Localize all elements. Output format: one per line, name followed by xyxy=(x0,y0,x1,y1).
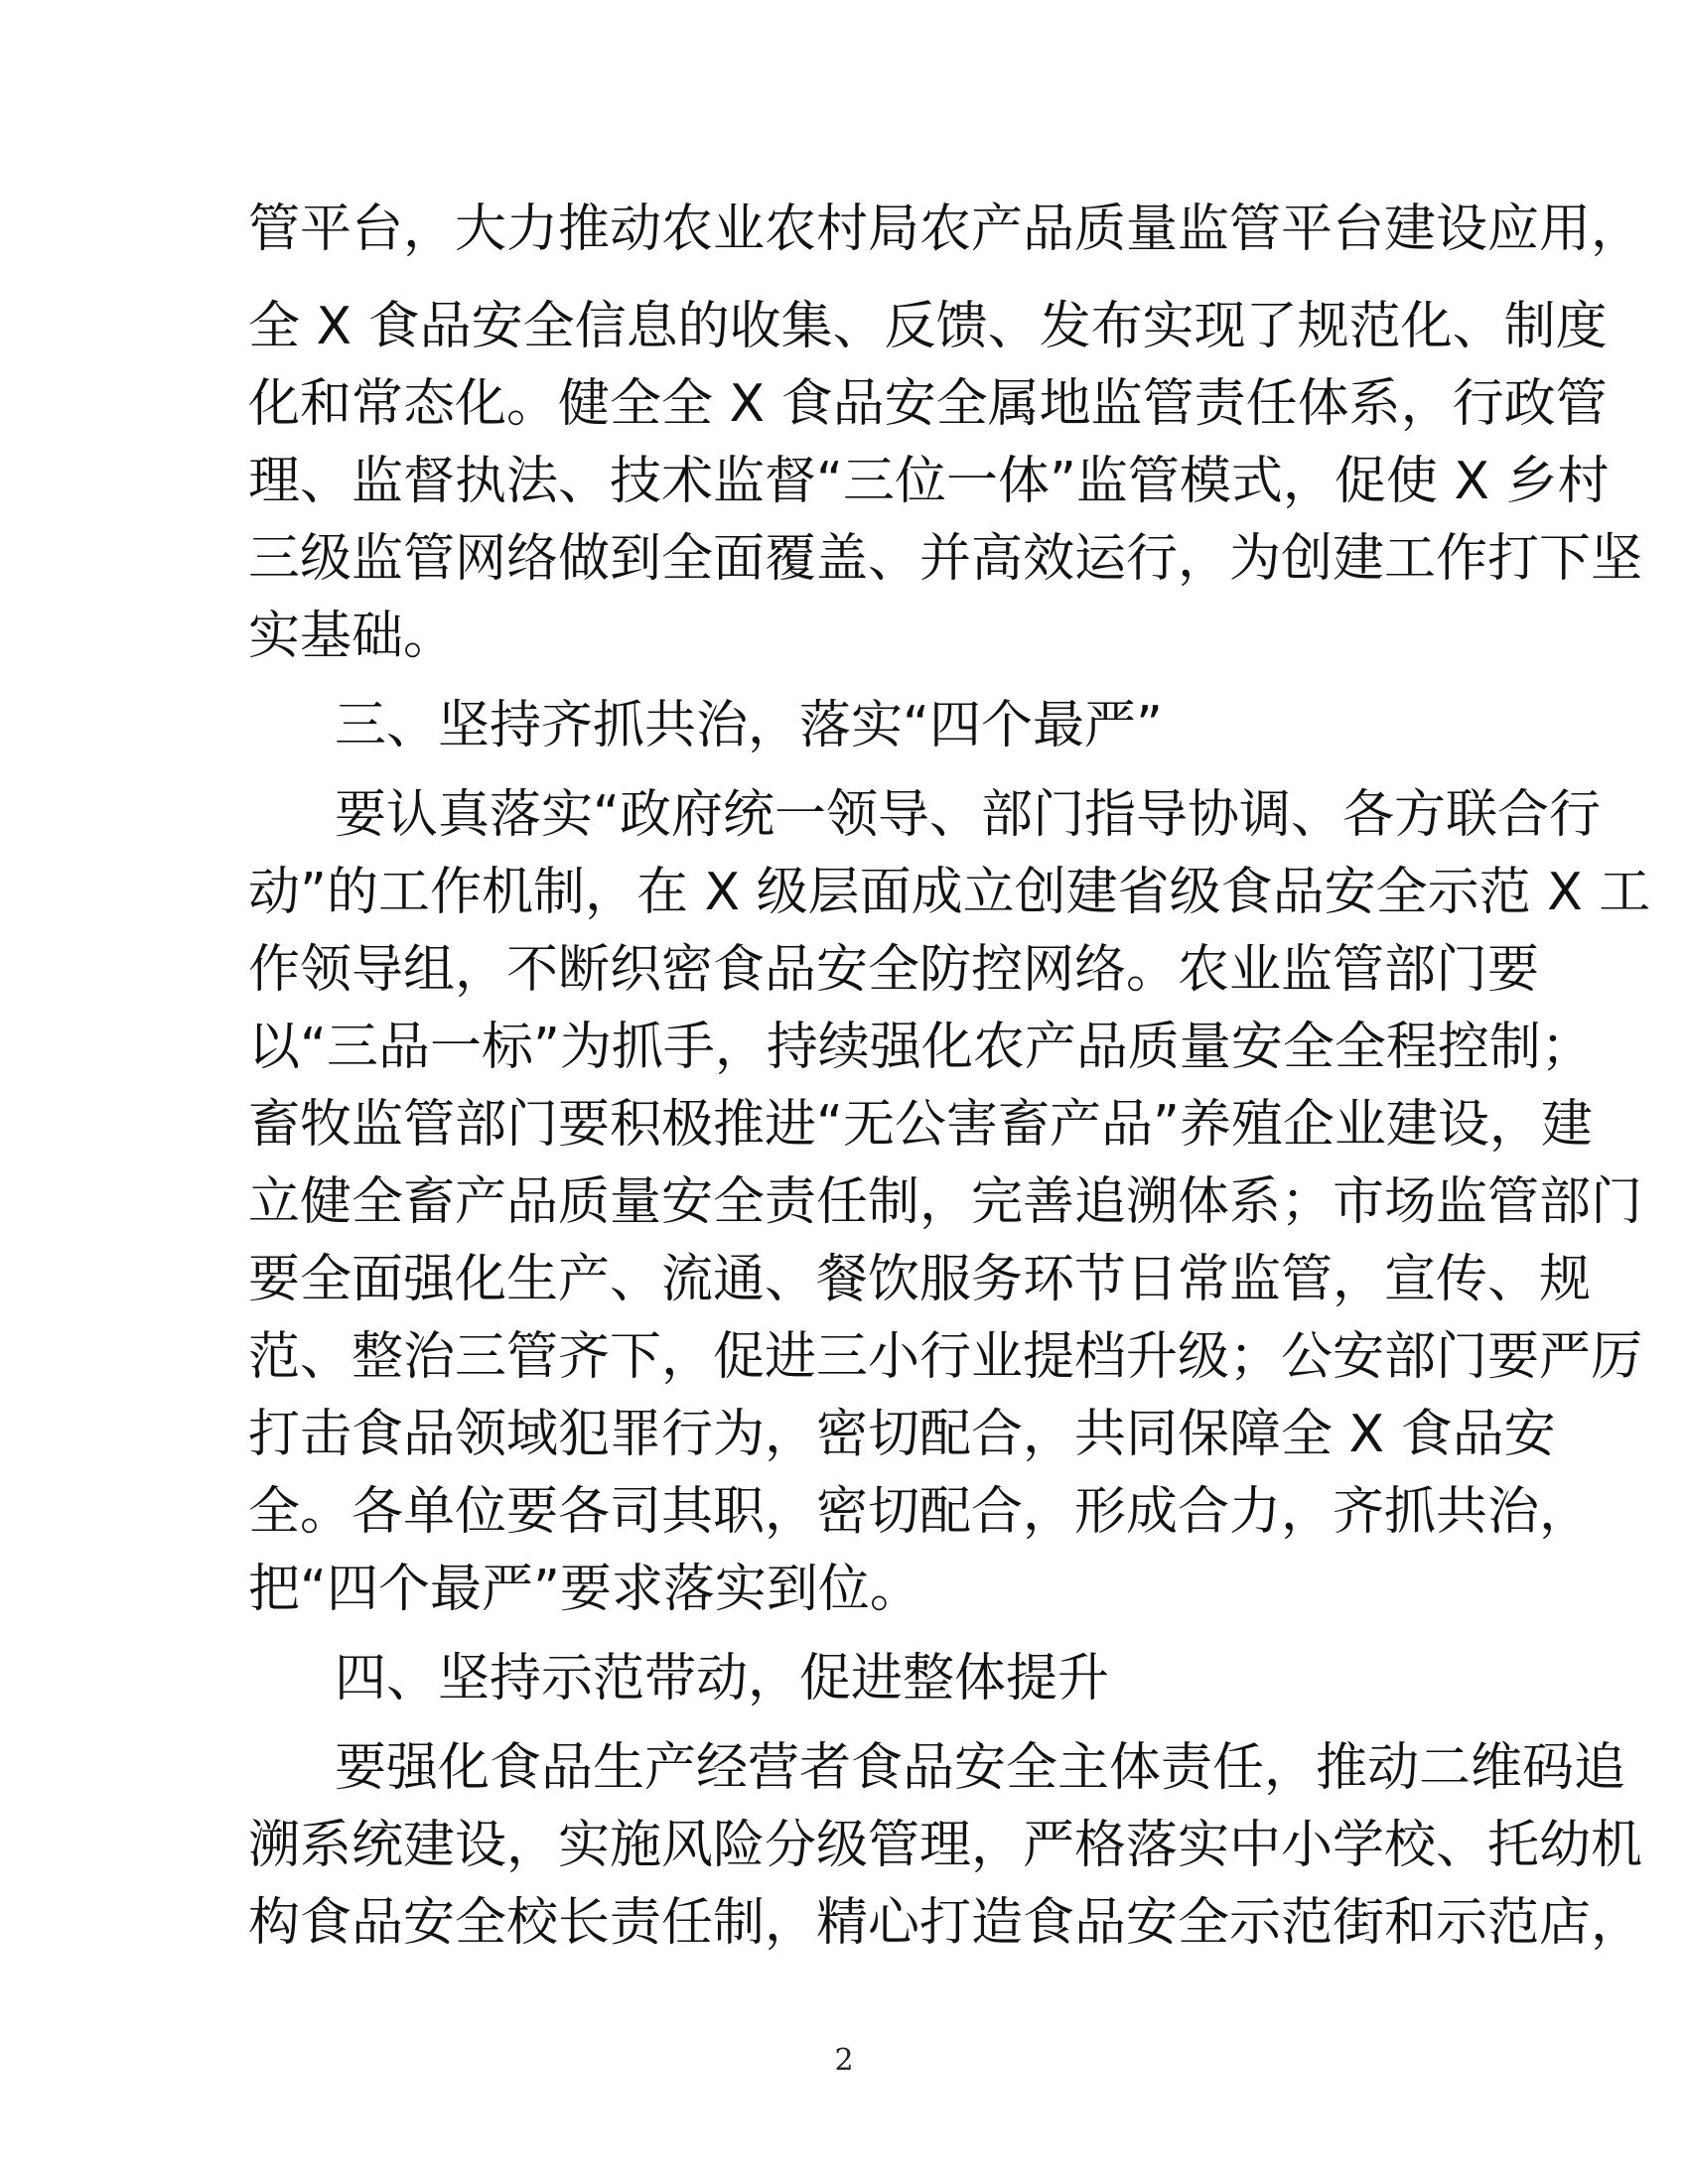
body-text-line: 全。各单位要各司其职，密切配合，形成合力，齐抓共治， xyxy=(248,1482,1592,1542)
body-text-line: 作领导组，不断织密食品安全防控网络。农业监管部门要 xyxy=(248,940,1540,1000)
body-text-line: 化和常态化。健全全 X 食品安全属地监管责任体系，行政管 xyxy=(248,374,1608,434)
body-text-line: 立健全畜产品质量安全责任制，完善追溯体系；市场监管部门 xyxy=(248,1172,1643,1232)
body-text-line: 理、监督执法、技术监督“三位一体”监管模式，促使 X 乡村 xyxy=(248,452,1610,511)
body-text-line: 要强化食品生产经营者食品安全主体责任，推动二维码追 xyxy=(335,1738,1626,1798)
body-text-line: 实基础。 xyxy=(248,607,456,666)
body-text-line: 以“三品一标”为抓手，持续强化农产品质量安全全程控制； xyxy=(248,1018,1593,1077)
body-text-line: 要全面强化生产、流通、餐饮服务环节日常监管，宣传、规 xyxy=(248,1250,1592,1309)
body-text-line: 打击食品领域犯罪行为，密切配合，共同保障全 X 食品安 xyxy=(248,1405,1556,1464)
body-text-line: 全 X 食品安全信息的收集、反馈、发布实现了规范化、制度 xyxy=(248,297,1608,356)
body-text-line: 畜牧监管部门要积极推进“无公害畜产品”养殖企业建设，建 xyxy=(248,1095,1593,1155)
body-text-line: 管平台，大力推动农业农村局农产品质量监管平台建设应用， xyxy=(248,200,1643,259)
body-text-line: 动”的工作机制，在 X 级层面成立创建省级食品安全示范 X 工 xyxy=(248,863,1651,922)
body-text-line: 把“四个最严”要求落实到位。 xyxy=(248,1560,921,1619)
body-text-line: 范、整治三管齐下，促进三小行业提档升级；公安部门要严厉 xyxy=(248,1327,1643,1387)
body-text-line: 三级监管网络做到全面覆盖、并高效运行，为创建工作打下坚 xyxy=(248,529,1643,589)
section-heading-3: 三、坚持齐抓共治，落实“四个最严” xyxy=(335,696,1163,755)
body-text-line: 溯系统建设，实施风险分级管理，严格落实中小学校、托幼机 xyxy=(248,1816,1643,1875)
body-text-line: 构食品安全校长责任制，精心打造食品安全示范街和示范店， xyxy=(248,1893,1643,1953)
page-number: 2 xyxy=(834,2043,854,2078)
section-heading-4: 四、坚持示范带动，促进整体提升 xyxy=(335,1649,1110,1708)
body-text-line: 要认真落实“政府统一领导、部门指导协调、各方联合行 xyxy=(335,785,1601,845)
